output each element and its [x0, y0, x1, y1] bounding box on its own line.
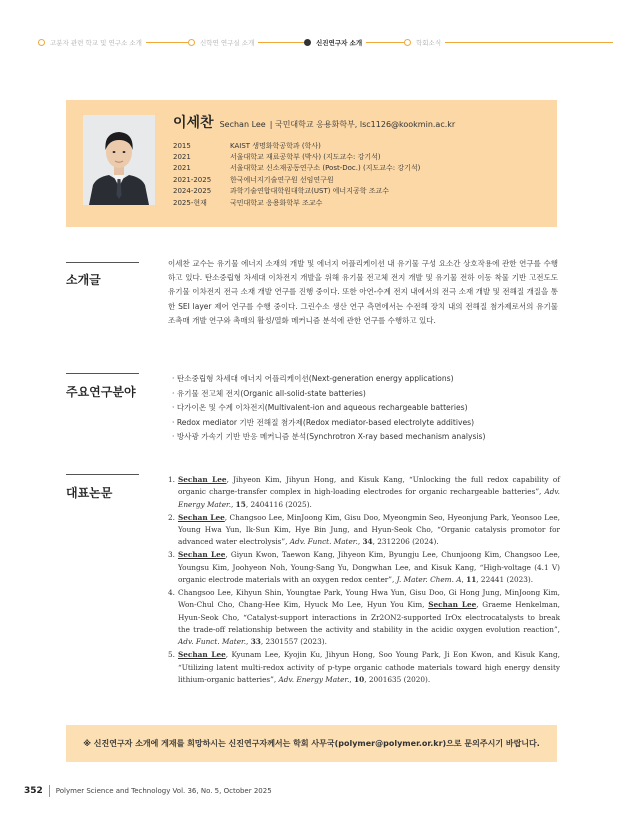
career-row	[173, 197, 420, 208]
career-desc: 과학기술연합대학원대학교(UST) 에너지공학 조교수	[230, 187, 389, 196]
nav-dot	[404, 39, 411, 46]
paper-number: 5.	[168, 650, 175, 660]
paper-volume: 34	[362, 537, 373, 547]
research-title: 주요연구분야	[66, 385, 136, 399]
career-desc: KAIST 생명화학공학과 (학사)	[230, 141, 321, 150]
paper-authors: , Jihyeon Kim, Jihyun Hong, and Kisuk Kang, “Unlocking the full redox capability of organic charge-transfer complex in high-loading electrodes for organic rechargeable batteries”,	[178, 475, 560, 497]
paper-authors: , Giyun Kwon, Taewon Kang, Jihyeon Kim, Byungju Lee, Chunjoong Kim, Changsoo Lee, Youngsu Kim, Joohyeon Noh, Young-Sang Yu, Dongwhan Lee, and Kisuk Kang, “High-voltage (4.1 V) organic electrode materials with an oxygen redox center”,	[178, 550, 560, 584]
career-year: 2025-현재	[173, 198, 207, 207]
paper-authors: , Graeme Henkelman, Hyun-Seok Cho, “Catalyst-support interactions in Zr2ON2-supported IrOx electrocatalysts to break the trade-off relationship between the activity and stability in the acidic oxygen evolution reaction”,	[178, 600, 560, 634]
name-english: Sechan Lee	[219, 120, 266, 129]
paper-pages: , 2001635 (2020).	[364, 674, 431, 684]
footer-divider	[49, 785, 50, 797]
research-list	[172, 372, 485, 445]
profile-name	[173, 112, 455, 132]
paper-highlight-author: Sechan Lee	[178, 475, 227, 484]
section-rule	[66, 474, 139, 475]
nav-item-schools[interactable]	[38, 34, 146, 50]
career-year: 2021	[173, 164, 191, 173]
nav-label: 신진연구자 소개	[316, 38, 363, 47]
nav-dot-active	[304, 39, 311, 46]
paper-number: 2.	[168, 512, 175, 522]
paper-highlight-author: Sechan Lee	[178, 650, 226, 660]
paper-journal: J. Mater. Chem. A	[396, 574, 462, 584]
paper-citation: Sechan Lee, Changsoo Lee, MinJoong Kim, Gisu Doo, Myeongmin Seo, Hyeonjung Park, Yeonsoo Lee, Young Hwa Yun, Ik-Sun Kim, Hye Bin Jung, and Hyun-Seok Cho, “Organic catalysis promotor for advanced water electrolysis”, Adv. Funct. Mater., 34, 2312206 (2024).	[178, 512, 560, 547]
paper-authors-pre: Changsoo Lee, Kihyun Shin, Youngtae Park, Young Hwa Yun, Gisu Doo, Gi Hong Jung, MinJoong Kim, Won-Chul Cho, Chang-Hee Kim, Hyuck Mo Lee, Hyun You Kim,	[178, 588, 560, 610]
paper-highlight-author: Sechan Lee	[178, 512, 225, 522]
affiliation: | 국민대학교 응용화학부, lsc1126@kookmin.ac.kr	[269, 120, 456, 129]
career-row	[173, 140, 420, 151]
career-desc: 서울대학교 재료공학부 (박사) (지도교수: 강기석)	[230, 153, 381, 162]
research-item: · 방사광 가속기 기반 반응 메커니즘 분석(Synchrotron X-ray based mechanism analysis)	[172, 432, 486, 442]
paper-journal: Adv. Energy Mater.	[278, 674, 350, 684]
career-list	[173, 140, 420, 208]
paper-pages: , 2301557 (2023).	[260, 637, 327, 647]
section-rule	[66, 262, 139, 263]
paper-journal: Adv. Energy Mater.	[178, 487, 560, 509]
career-row	[173, 186, 420, 197]
career-year: 2021-2025	[173, 175, 212, 184]
career-desc: 한국에너지기술연구원 선임연구원	[230, 175, 334, 184]
paper-item	[168, 474, 560, 511]
paper-pages: , 2312206 (2024).	[372, 537, 439, 547]
nav-label: 고분자 관련 학교 및 연구소 소개	[50, 38, 142, 47]
nav-label: 신학연 연구실 소개	[200, 38, 255, 47]
paper-volume: 10	[354, 674, 365, 684]
profile-photo	[83, 115, 155, 205]
profile-card	[66, 100, 557, 227]
intro-title: 소개글	[66, 273, 101, 287]
nav-dot	[188, 39, 195, 46]
paper-citation: Sechan Lee, Jihyeon Kim, Jihyun Hong, and Kisuk Kang, “Unlocking the full redox capability of organic charge-transfer complex in high-loading electrodes for organic rechargeable batteries”, Adv. Energy Mater., 15, 2404116 (2025).	[178, 475, 560, 509]
paper-citation: Sechan Lee, Kyunam Lee, Kyojin Ku, Jihyun Hong, Soo Young Park, Ji Eon Kwon, and Kisuk Kang, “Utilizing latent multi-redox activity of p-type organic cathode materials toward high energy density lithium-organic batteries”, Adv. Energy Mater., 10, 2001635 (2020).	[178, 650, 561, 684]
career-desc: 국민대학교 응용화학부 조교수	[230, 198, 323, 207]
paper-item	[168, 587, 560, 648]
paper-highlight-author: Sechan Lee	[178, 550, 226, 560]
paper-authors: , Changsoo Lee, MinJoong Kim, Gisu Doo, Myeongmin Seo, Hyeonjung Park, Yeonsoo Lee, Young Hwa Yun, Ik-Sun Kim, Hye Bin Jung, and Hyun-Seok Cho, “Organic catalysis promotor for advanced water electrolysis”,	[178, 512, 560, 547]
paper-citation: Changsoo Lee, Kihyun Shin, Youngtae Park, Young Hwa Yun, Gisu Doo, Gi Hong Jung, MinJoong Kim, Won-Chul Cho, Chang-Hee Kim, Hyuck Mo Lee, Hyun You Kim, Sechan Lee, Graeme Henkelman, Hyun-Seok Cho, “Catalyst-support interactions in Zr2ON2-supported IrOx electrocatalysts to break the trade-off relationship between the activity and stability in the acidic oxygen evolution reaction”, Adv. Funct. Mater., 33, 2301557 (2023).	[178, 588, 560, 647]
research-item: · Redox mediator 기반 전해질 첨가제(Redox mediator-based electrolyte additives)	[172, 417, 475, 427]
page-footer	[24, 784, 272, 798]
section-rule	[66, 373, 139, 374]
career-year: 2015	[173, 141, 191, 150]
paper-number: 3.	[168, 550, 175, 560]
notice-text: ※ 신진연구자 소개에 게재를 희망하시는 신진연구자께서는 학회 사무국(polymer@polymer.or.kr)으로 문의주시기 바랍니다.	[83, 739, 540, 748]
page-number: 352	[24, 786, 43, 796]
nav-dot	[38, 39, 45, 46]
nav-item-labs[interactable]	[188, 34, 258, 50]
career-row	[173, 163, 420, 174]
notice-box	[66, 725, 557, 762]
journal-info: Polymer Science and Technology Vol. 36, No. 5, October 2025	[55, 787, 272, 795]
paper-number: 1.	[168, 475, 175, 484]
career-row	[173, 151, 420, 162]
section-nav	[38, 34, 613, 50]
paper-volume: 11	[466, 574, 477, 584]
career-year: 2021	[173, 153, 191, 162]
paper-citation: Sechan Lee, Giyun Kwon, Taewon Kang, Jihyeon Kim, Byungju Lee, Chunjoong Kim, Changsoo Lee, Youngsu Kim, Joohyeon Noh, Young-Sang Yu, Dongwhan Lee, and Kisuk Kang, “High-voltage (4.1 V) organic electrode materials with an oxygen redox center”, J. Mater. Chem. A, 11, 22441 (2023).	[178, 550, 560, 584]
portrait-image	[83, 115, 155, 205]
name-korean: 이세찬	[173, 115, 214, 131]
paper-item	[168, 549, 560, 586]
paper-volume: 15	[235, 499, 246, 509]
paper-item	[168, 512, 560, 549]
paper-pages: , 22441 (2023).	[476, 574, 534, 584]
paper-list	[168, 474, 560, 687]
career-row	[173, 174, 420, 185]
paper-pages: , 2404116 (2025).	[245, 499, 312, 509]
paper-number: 4.	[168, 588, 175, 598]
papers-title: 대표논문	[66, 486, 113, 500]
paper-journal: Adv. Funct. Mater.	[289, 537, 358, 547]
research-item: · 다가이온 및 수계 이차전지(Multivalent-ion and aqueous rechargeable batteries)	[172, 403, 468, 413]
research-item: · 유기물 전고체 전지(Organic all-solid-state batteries)	[172, 388, 366, 398]
career-desc: 서울대학교 신소재공동연구소 (Post-Doc.) (지도교수: 강기석)	[230, 164, 421, 173]
paper-authors: , Kyunam Lee, Kyojin Ku, Jihyun Hong, Soo Young Park, Ji Eon Kwon, and Kisuk Kang, “Utilizing latent multi-redox activity of p-type organic cathode materials toward high energy density lithium-organic batteries”,	[178, 650, 561, 684]
intro-text: 이세찬 교수는 유기물 에너지 소재의 개발 및 에너지 어플리케이션 내 유기물 구성 요소간 상호작용에 관한 연구를 수행하고 있다. 탄소중립형 차세대 이차전지 개발을 위해 유기물 전고체 전지 개발 및 유기물 전하 이동 착물 기반 고전도도 유기물 이차전지 전극 소재 개발 연구를 진행 중이다. 또한 아연-수계 전지 내에서의 전극 소재 개발 및 전해질 개질을 통한 SEI layer 제어 연구를 수행 중이다. 그린수소 생산 연구 측면에서는 수전해 장치 내의 전해질 첨가제로서의 유기물 조촉매 개발 연구와 촉매의 활성/열화 메커니즘 분석에 관한 연구를 수행하고 있다.	[168, 259, 558, 325]
paper-journal: Adv. Funct. Mater.	[178, 637, 247, 647]
paper-highlight-author: Sechan Lee	[428, 600, 477, 610]
paper-volume: 33	[250, 637, 261, 647]
nav-item-news[interactable]	[404, 34, 445, 50]
nav-item-new-researchers[interactable]	[304, 34, 366, 50]
research-item: · 탄소중립형 차세대 에너지 어플리케이션(Next-generation energy applications)	[172, 374, 454, 383]
career-year: 2024-2025	[173, 187, 212, 196]
paper-item	[168, 649, 560, 686]
nav-label: 학회소식	[416, 38, 442, 47]
